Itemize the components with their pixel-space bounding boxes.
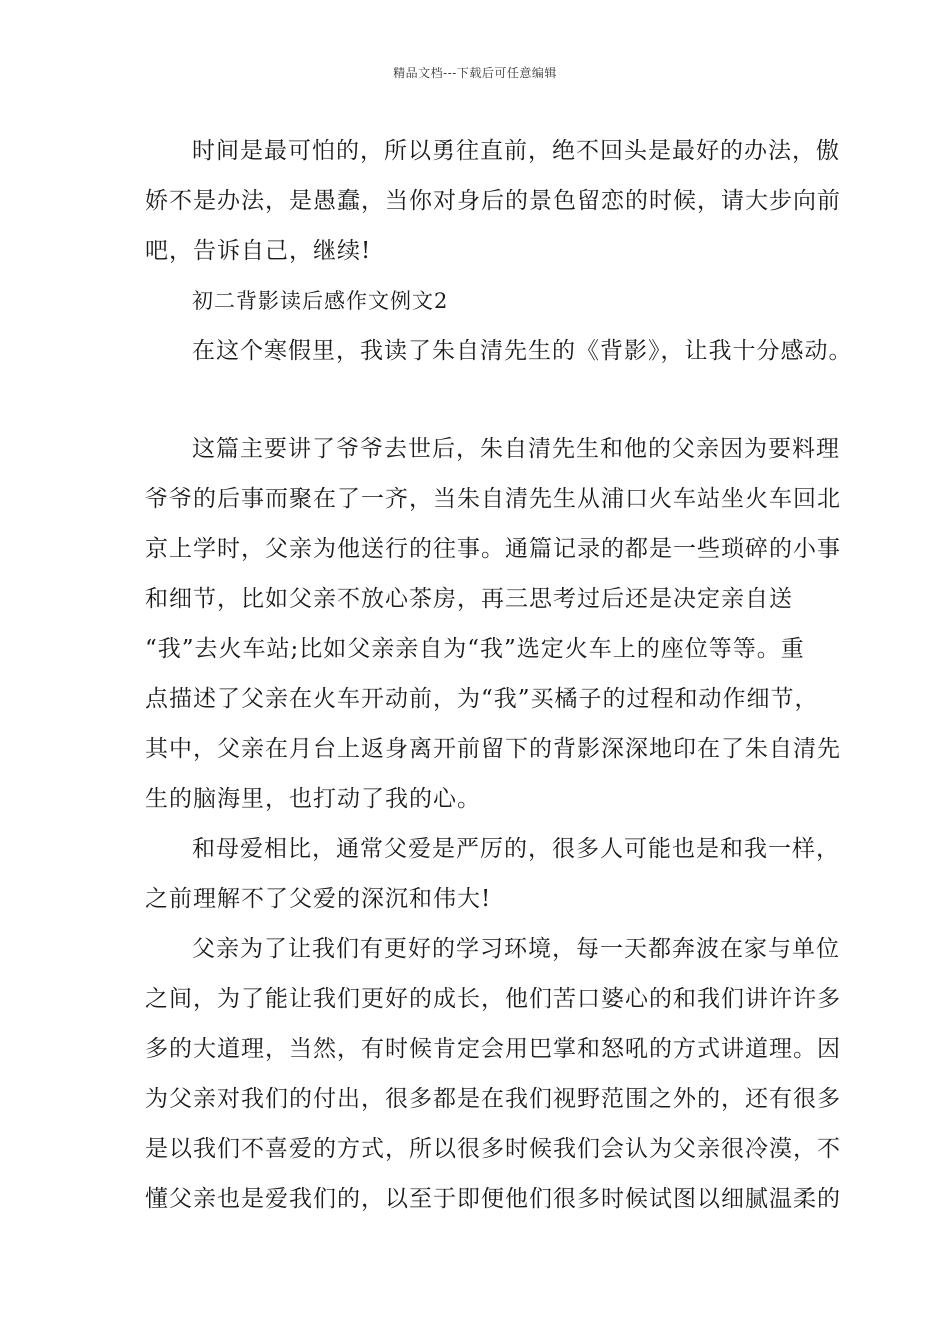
- text-line: 生的脑海里，也打动了我的心。: [145, 786, 481, 812]
- text-line: 和母爱相比，通常父爱是严厉的，很多人可能也是和我一样，: [192, 836, 840, 862]
- text-line: 其中，父亲在月台上返身离开前留下的背影深深地印在了朱自清先: [145, 736, 841, 762]
- text-line: 和细节，比如父亲不放心茶房，再三思考过后还是决定亲自送: [145, 586, 793, 612]
- page-header: 精品文档---下载后可任意编辑: [393, 66, 557, 80]
- text-line: 吧，告诉自己，继续!: [145, 238, 372, 264]
- text-line: “我”去火车站;比如父亲亲自为“我”选定火车上的座位等等。重: [145, 636, 805, 662]
- text-line: 父亲为了让我们有更好的学习环境，每一天都奔波在家与单位: [192, 936, 840, 962]
- text-line: 之间，为了能让我们更好的成长，他们苦口婆心的和我们讲许许多: [145, 986, 841, 1012]
- text-line: 时间是最可怕的，所以勇往直前，绝不回头是最好的办法，傲: [192, 138, 840, 164]
- text-line: 京上学时，父亲为他送行的往事。通篇记录的都是一些琐碎的小事: [145, 536, 841, 562]
- text-line: 之前理解不了父爱的深沉和伟大!: [145, 886, 492, 912]
- text-line: 多的大道理，当然，有时候肯定会用巴掌和怒吼的方式讲道理。因: [145, 1036, 841, 1062]
- text-line: 娇不是办法，是愚蠢，当你对身后的景色留恋的时候，请大步向前: [145, 188, 841, 214]
- text-line: 点描述了父亲在火车开动前，为“我”买橘子的过程和动作细节，: [145, 686, 819, 712]
- text-line: 这篇主要讲了爷爷去世后，朱自清先生和他的父亲因为要料理: [192, 436, 840, 462]
- text-line: 懂父亲也是爱我们的，以至于即便他们很多时候试图以细腻温柔的: [145, 1186, 841, 1212]
- text-line: 是以我们不喜爱的方式，所以很多时候我们会认为父亲很冷漠，不: [145, 1136, 841, 1162]
- text-line: 在这个寒假里，我读了朱自清先生的《背影》，让我十分感动。: [192, 338, 853, 364]
- text-line: 爷爷的后事而聚在了一齐，当朱自清先生从浦口火车站坐火车回北: [145, 486, 841, 512]
- section-title: 初二背影读后感作文例文2: [192, 289, 449, 313]
- text-line: 为父亲对我们的付出，很多都是在我们视野范围之外的，还有很多: [145, 1086, 841, 1112]
